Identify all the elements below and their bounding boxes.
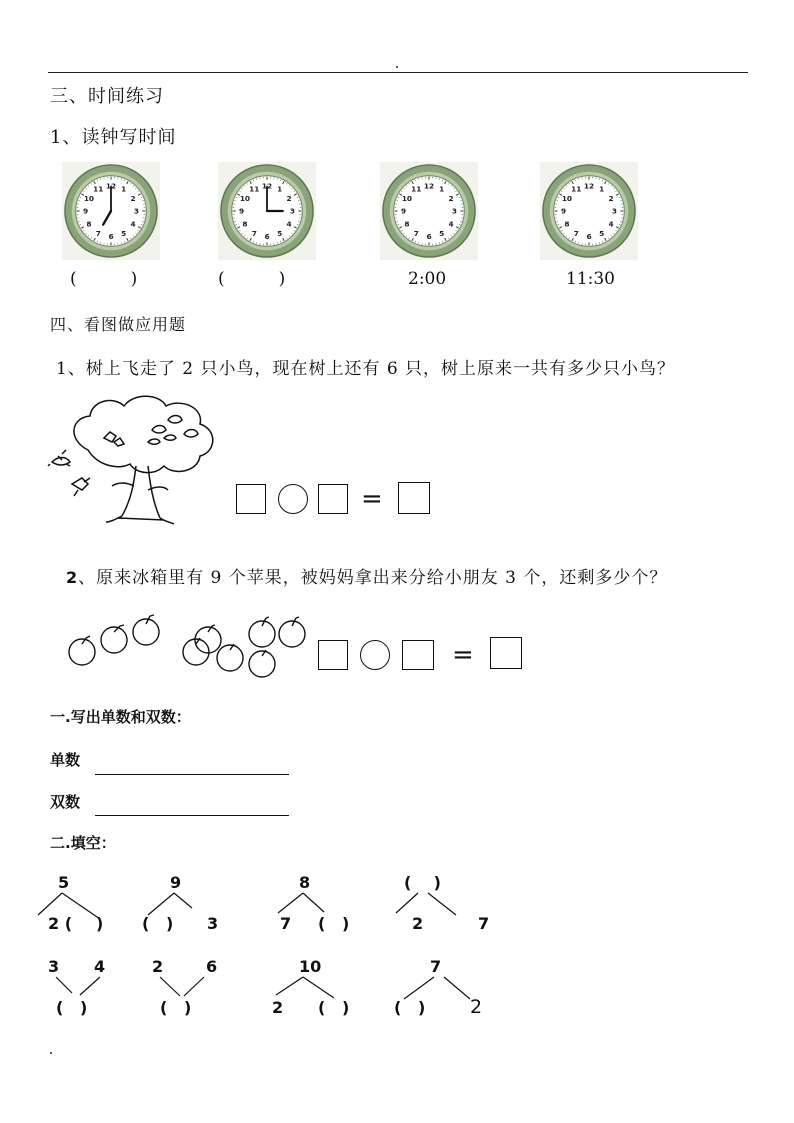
bond-7-left: 2 [272, 998, 284, 1017]
clock-numeral: 5 [277, 228, 283, 238]
bond-1-left: 2 ( [48, 914, 73, 933]
even-label: 双数 [50, 793, 81, 811]
clock-numeral: 10 [401, 194, 413, 204]
clock-numeral: 12 [583, 181, 595, 191]
clock-numeral: 11 [411, 184, 422, 194]
bond-6-left: 2 [152, 957, 164, 976]
clock-numeral: 2 [608, 194, 614, 204]
clock-numeral: 9 [238, 206, 245, 216]
bond-7-top: 10 [299, 957, 322, 976]
clock-numeral: 6 [264, 232, 270, 242]
bond-8-left: ( ) [394, 998, 426, 1017]
problem-1-text: 1、树上飞走了 2 只小鸟，现在树上还有 6 只，树上原来一共有多少只小鸟？ [56, 359, 676, 379]
bond-1-right: ) [96, 914, 104, 933]
clock-numeral: 10 [561, 194, 573, 204]
clock-numeral: 12 [423, 181, 435, 191]
equation-2-equals: = [452, 640, 474, 670]
clock-2-answer: ( ) [218, 269, 286, 289]
odd-label: 单数 [50, 751, 81, 769]
question-1-title: 1、读钟写时间 [50, 127, 177, 148]
clock-numeral: 1 [599, 184, 605, 194]
clock-numeral: 3 [611, 206, 618, 216]
bond-3-left: 7 [280, 914, 292, 933]
section-3-title: 三、时间练习 [50, 86, 164, 107]
clock-numeral: 5 [439, 228, 445, 238]
clock-numeral: 1 [439, 184, 445, 194]
clock-1-answer: ( ) [70, 269, 138, 289]
clock-numeral: 12 [105, 181, 117, 191]
clock-numeral: 4 [286, 219, 292, 229]
bond-2-left: ( ) [142, 914, 174, 933]
clock-numeral: 11 [571, 184, 582, 194]
bond-3-right: ( ) [318, 914, 350, 933]
section-2-title: 二.填空： [50, 834, 116, 852]
clock-numeral: 9 [82, 206, 89, 216]
clock-numeral: 1 [121, 184, 127, 194]
clock-numeral: 2 [130, 194, 136, 204]
clock-numeral: 12 [261, 181, 273, 191]
clock-numeral: 5 [599, 228, 605, 238]
clock-numeral: 5 [121, 228, 127, 238]
bond-4-top: ( ) [404, 873, 441, 892]
clock-numeral: 7 [413, 228, 419, 238]
bond-5-bottom: ( ) [56, 998, 88, 1017]
bond-8-right: 2 [470, 996, 483, 1018]
clock-numeral: 10 [83, 194, 95, 204]
bond-3-top: 8 [299, 873, 311, 892]
clock-numeral: 6 [108, 232, 114, 242]
section-4-title: 四、看图做应用题 [50, 315, 187, 334]
bond-8-top: 7 [430, 957, 442, 976]
clock-numeral: 7 [251, 228, 257, 238]
clock-numeral: 11 [93, 184, 104, 194]
clock-numeral: 7 [95, 228, 101, 238]
clock-numeral: 3 [451, 206, 458, 216]
clock-4-time: 11:30 [566, 269, 615, 289]
bond-1-top: 5 [58, 873, 70, 892]
bond-2-right: 3 [207, 914, 219, 933]
clock-numeral: 2 [448, 194, 454, 204]
footer-dot [50, 1052, 52, 1054]
equation-1-equals: = [361, 484, 383, 514]
bond-5-left: 3 [48, 957, 60, 976]
clock-numeral: 8 [404, 219, 410, 229]
clock-numeral: 9 [560, 206, 567, 216]
clock-numeral: 2 [286, 194, 292, 204]
clock-numeral: 3 [289, 206, 296, 216]
problem-2-number: 2 [66, 568, 79, 587]
problem-2-body: 、原来冰箱里有 9 个苹果，被妈妈拿出来分给小朋友 3 个，还剩多少个？ [78, 568, 668, 588]
clock-numeral: 1 [277, 184, 283, 194]
bond-2-top: 9 [170, 873, 182, 892]
clock-numeral: 4 [130, 219, 136, 229]
clock-numeral: 3 [133, 206, 140, 216]
clock-numeral: 11 [249, 184, 260, 194]
bond-6-bottom: ( ) [160, 998, 192, 1017]
clock-numeral: 6 [586, 232, 592, 242]
section-1-title: 一.写出单数和双数： [50, 708, 191, 726]
clock-numeral: 10 [239, 194, 251, 204]
bond-6-right: 6 [206, 957, 218, 976]
bond-4-right: 7 [478, 914, 490, 933]
clock-numeral: 4 [608, 219, 614, 229]
clock-numeral: 6 [426, 232, 432, 242]
clock-numeral: 4 [448, 219, 454, 229]
bond-7-right: ( ) [318, 998, 350, 1017]
clock-numeral: 8 [564, 219, 570, 229]
clock-3-time: 2:00 [408, 269, 447, 289]
clock-numeral: 8 [86, 219, 92, 229]
clock-numeral: 9 [400, 206, 407, 216]
bond-4-left: 2 [412, 914, 424, 933]
clock-numeral: 8 [242, 219, 248, 229]
clock-numeral: 7 [573, 228, 579, 238]
bond-5-right: 4 [94, 957, 106, 976]
